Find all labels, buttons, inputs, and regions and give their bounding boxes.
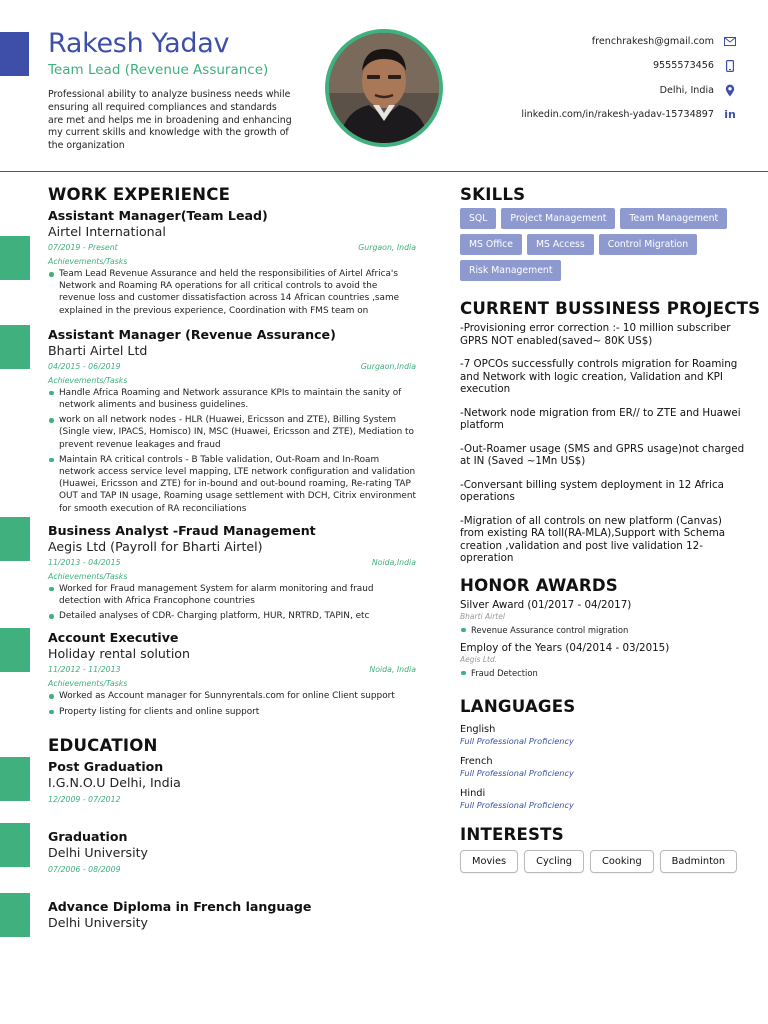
resume-subtitle: Team Lead (Revenue Assurance)	[48, 62, 269, 78]
award-org: Bharti Airtel	[460, 611, 505, 621]
job-title: Assistant Manager(Team Lead)	[48, 208, 268, 223]
job-meta	[48, 557, 416, 568]
skills-heading: SKILLS	[460, 185, 526, 204]
job-bullet: work on all network nodes - HLR (Huawei, Ericsson and ZTE), Billing System (Single view, IPACS, Homisco) IN, MSC (Huawei, Ericsson and ZTE), Mediation to prevent revenue leakages and fraud	[48, 414, 416, 451]
skill-tag: MS Access	[527, 234, 594, 255]
skill-tag: Risk Management	[460, 260, 561, 281]
profile-photo	[325, 29, 443, 147]
education-degree: Graduation	[48, 828, 128, 844]
skill-tag: MS Office	[460, 234, 522, 255]
job-title: Business Analyst -Fraud Management	[48, 522, 316, 538]
project-item: -Conversant billing system deployment in 12 Africa operations	[460, 478, 724, 503]
linkedin-icon: in	[724, 108, 736, 122]
job-place: Gurgaon,India	[360, 361, 416, 371]
skills-list	[460, 208, 745, 281]
job-achievements-label: Achievements/Tasks	[48, 257, 128, 266]
job-dates: 07/2019 - Present	[48, 243, 118, 252]
job-company: Bharti Airtel Ltd	[48, 342, 148, 358]
job-entry	[48, 523, 416, 623]
skill-tag: Control Migration	[599, 234, 697, 255]
award-org: Aegis Ltd.	[460, 654, 498, 664]
education-school: Delhi University	[48, 914, 148, 930]
header-divider	[0, 171, 768, 172]
education-accent-bar	[0, 757, 30, 801]
projects-list	[460, 322, 745, 565]
contact-phone-text: 9555573456	[652, 60, 714, 72]
interest-tag: Badminton	[660, 850, 737, 873]
interest-tag: Movies	[460, 850, 518, 873]
job-meta	[48, 361, 416, 372]
job-entry	[48, 208, 416, 317]
award-bullet: Revenue Assurance control migration	[460, 624, 745, 636]
award-title: Silver Award (01/2017 - 04/2017)	[460, 598, 632, 611]
right-column	[460, 185, 761, 873]
interest-tag: Cooking	[590, 850, 654, 873]
job-company: Holiday rental solution	[48, 646, 190, 662]
interests-list	[460, 850, 745, 873]
job-meta	[48, 664, 416, 675]
job-achievements-label: Achievements/Tasks	[48, 679, 128, 689]
language-level: Full Professional Proficiency	[460, 767, 574, 778]
job-dates: 11/2013 - 04/2015	[48, 557, 121, 567]
skill-tag: SQL	[460, 208, 496, 229]
job-company: Airtel International	[48, 224, 166, 239]
education-heading: EDUCATION	[48, 735, 158, 755]
contact-location-text: Delhi, India	[659, 84, 714, 96]
education-accent-bar	[0, 893, 30, 937]
job-place: Gurgaon, India	[358, 243, 416, 252]
skill-tag: Team Management	[620, 208, 727, 229]
education-entry	[48, 759, 416, 805]
skill-tag: Project Management	[501, 208, 615, 229]
language-name: English	[460, 723, 496, 735]
project-item: -Migration of all controls on new platform (Canvas) from existing RA toll(RA-MLA),Support with Schema creation ,validation and post live validation 12-opreration	[460, 514, 726, 564]
interest-tag: Cycling	[524, 850, 584, 873]
contact-block	[478, 29, 738, 127]
job-accent-bar	[0, 236, 30, 280]
contact-email-text: frenchrakesh@gmail.com	[591, 35, 714, 47]
job-accent-bar	[0, 325, 30, 369]
job-title: Account Executive	[48, 630, 179, 646]
job-place: Noida, India	[369, 665, 416, 675]
job-bullet: Worked for Fraud management System for alarm monitoring and fraud detection with Africa Francophone countries	[48, 583, 416, 607]
job-company: Aegis Ltd (Payroll for Bharti Airtel)	[48, 538, 263, 554]
header-accent-bar	[0, 32, 29, 76]
job-bullets	[48, 387, 416, 515]
job-accent-bar	[0, 628, 30, 672]
contact-email[interactable]	[478, 29, 738, 54]
education-degree: Advance Diploma in French language	[48, 898, 312, 914]
projects-heading: CURRENT BUSSINESS PROJECTS	[460, 299, 761, 318]
award-bullet: Fraud Detection	[460, 667, 745, 679]
contact-linkedin[interactable]	[478, 103, 738, 128]
education-entry	[48, 899, 416, 931]
job-entry	[48, 327, 416, 515]
job-bullet: Worked as Account manager for Sunnyrentals.com for online Client support	[48, 690, 416, 702]
job-bullet: Handle Africa Roaming and Network assurance KPIs to maintain the sanity of network aliments and business guidelines.	[48, 387, 416, 411]
job-accent-bar	[0, 517, 30, 561]
interests-heading: INTERESTS	[460, 824, 564, 844]
education-dates: 07/2006 - 08/2009	[48, 864, 121, 874]
job-achievements-label: Achievements/Tasks	[48, 571, 128, 581]
awards-heading: HONOR AWARDS	[460, 575, 618, 595]
left-column	[48, 185, 416, 931]
location-icon	[722, 84, 738, 97]
project-item: -Provisioning error correction :- 10 million subscriber GPRS NOT enabled(saved~ 80K US$)	[460, 322, 731, 347]
language-level: Full Professional Proficiency	[460, 799, 574, 810]
project-item: -7 OPCOs successfully controls migration for Roaming and Network with logic creation, Validation and KPI execution	[460, 358, 738, 395]
job-title: Assistant Manager (Revenue Assurance)	[48, 326, 336, 342]
resume-summary: Professional ability to analyze business needs while ensuring all required compliances and standards are met and helps me in broadening and enhancing my current skills and knowledge with the growth of the organization	[48, 89, 292, 152]
job-dates: 11/2012 - 11/2013	[48, 665, 121, 675]
education-entry	[48, 829, 416, 875]
job-place: Noida,India	[371, 557, 416, 567]
project-item: -Out-Roamer usage (SMS and GPRS usage)not charged at IN (Saved ~1Mn US$)	[460, 442, 745, 467]
education-dates: 12/2009 - 07/2012	[48, 794, 121, 804]
contact-phone	[478, 54, 738, 79]
work-experience-heading: WORK EXPERIENCE	[48, 185, 231, 204]
education-degree: Post Graduation	[48, 758, 164, 774]
award-entry	[460, 642, 745, 679]
job-bullets	[48, 268, 416, 317]
job-dates: 04/2015 - 06/2019	[48, 361, 121, 371]
job-bullet: Property listing for clients and online support	[48, 706, 416, 718]
contact-linkedin-text: linkedin.com/in/rakesh-yadav-15734897	[521, 109, 714, 121]
language-name: Hindi	[460, 787, 486, 799]
job-entry	[48, 630, 416, 717]
job-bullet: Maintain RA critical controls - B Table validation, Out-Roam and In-Roam network access service level mapping, LTE network configuration and validation (Huawei, Ericsson and ZTE) for in-bound and out-bound roaming, Re-rating TAP OUT and TAP IN usage, Roaming usage settlement with DCH, Citrix environment for smooth execution of RA reconciliations	[48, 454, 416, 515]
language-name: French	[460, 755, 493, 767]
languages-heading: LANGUAGES	[460, 696, 576, 716]
job-bullets	[48, 583, 416, 623]
phone-icon	[722, 60, 738, 72]
language-level: Full Professional Proficiency	[460, 735, 574, 746]
education-accent-bar	[0, 823, 30, 867]
award-entry	[460, 599, 745, 636]
job-bullets	[48, 690, 416, 717]
project-item: -Network node migration from ER// to ZTE and Huawei platform	[460, 406, 741, 431]
job-achievements-label: Achievements/Tasks	[48, 375, 128, 385]
languages-list	[460, 724, 745, 811]
email-icon	[722, 37, 738, 46]
profile-photo-portrait	[329, 33, 439, 143]
job-bullet: Team Lead Revenue Assurance and held the responsibilities of Airtel Africa's Network and Roaming RA operations for all critical controls to avoid the revenue loss and customer dissatisfaction across 14 African countries ,same explained in the previous experience, Coordination with FMS team on	[48, 268, 416, 317]
education-school: Delhi University	[48, 844, 148, 860]
resume-name: Rakesh Yadav	[48, 28, 230, 59]
education-school: I.G.N.O.U Delhi, India	[48, 774, 181, 790]
job-bullet: Detailed analyses of CDR- Charging platform, HUR, NRTRD, TAPIN, etc	[48, 610, 416, 622]
award-title: Employ of the Years (04/2014 - 03/2015)	[460, 641, 670, 654]
contact-location	[478, 78, 738, 103]
job-meta	[48, 242, 416, 253]
